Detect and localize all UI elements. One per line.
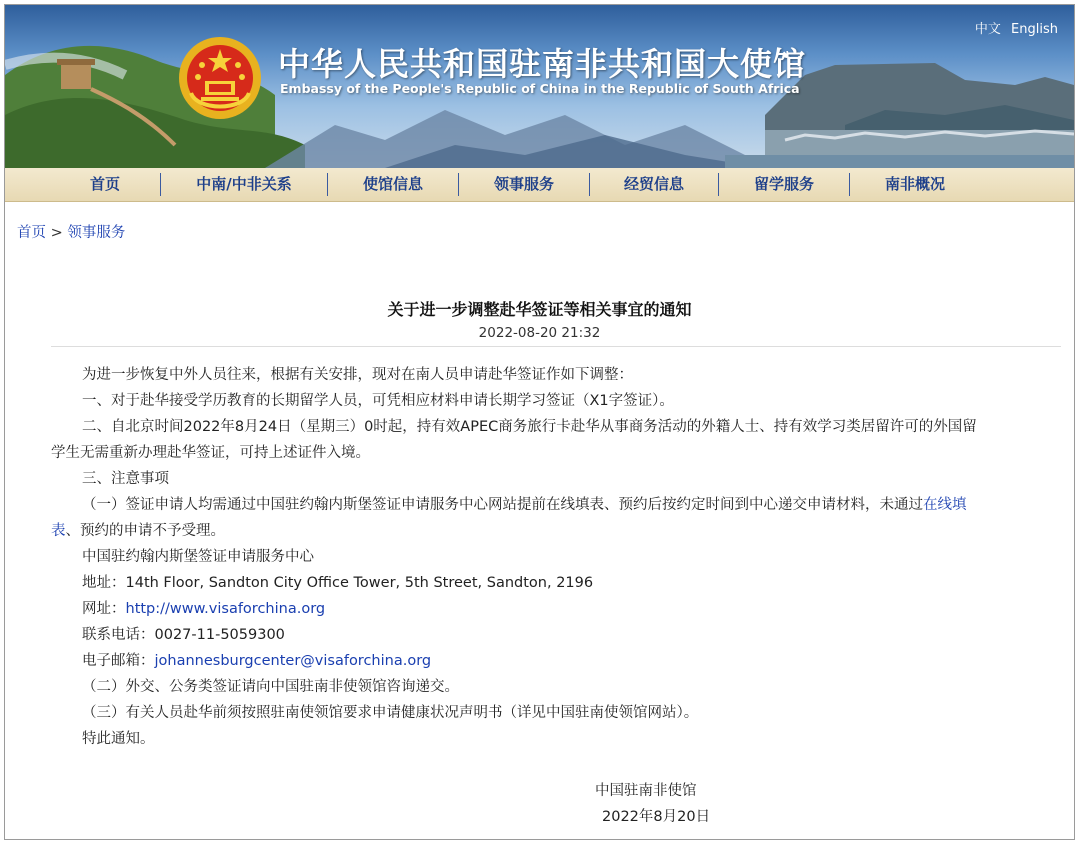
article-note-1-line-2 bbox=[51, 519, 225, 540]
article-item-3-heading: 三、注意事项 bbox=[82, 471, 169, 487]
article-item-2-line-1: 二、自北京时间2022年8月24日（星期三）0时起，持有效APEC商务旅行卡赴华从事商务活动的外籍人士、持有效学习类居留许可的外国留 bbox=[82, 419, 977, 435]
visa-center-phone bbox=[82, 623, 285, 644]
nav-item-china-africa-relations[interactable]: 中南/中非关系 bbox=[196, 175, 292, 193]
header-banner bbox=[5, 5, 1074, 168]
website-label: 网址： bbox=[82, 601, 126, 617]
page-frame bbox=[4, 4, 1075, 840]
nav-item-about-south-africa[interactable]: 南非概况 bbox=[884, 175, 945, 193]
nav-item-embassy-info[interactable]: 使馆信息 bbox=[362, 175, 423, 193]
lang-en-link[interactable]: English bbox=[1011, 22, 1058, 37]
article-note-1-line-1 bbox=[82, 493, 967, 514]
email-link[interactable]: johannesburgcenter@visaforchina.org bbox=[154, 653, 432, 669]
article-date: 2022-08-20 21:32 bbox=[478, 325, 601, 341]
article-note-2: （二）外交、公务类签证请向中国驻南非使领馆咨询递交。 bbox=[82, 679, 459, 695]
note-1-text: （一）签证申请人均需通过中国驻约翰内斯堡签证申请服务中心网站提前在线填表、预约后按约定时间到中心递交申请材料，未通过 bbox=[82, 497, 923, 513]
article-note-3: （三）有关人员赴华前须按照驻南使领馆要求申请健康状况声明书（详见中国驻南使领馆网站）。 bbox=[82, 705, 699, 721]
nav-item-study-abroad[interactable]: 留学服务 bbox=[753, 175, 814, 193]
address-label: 地址： bbox=[82, 575, 126, 591]
email-label: 电子邮箱： bbox=[82, 653, 155, 669]
nav-item-economic-trade[interactable]: 经贸信息 bbox=[623, 175, 684, 193]
visa-center-email bbox=[82, 649, 431, 670]
breadcrumb-home-link[interactable]: 首页 bbox=[17, 225, 46, 241]
article-closing: 特此通知。 bbox=[82, 731, 155, 747]
title-divider bbox=[51, 346, 1061, 347]
site-title-cn: 中华人民共和国驻南非共和国大使馆 bbox=[278, 45, 807, 83]
main-nav bbox=[5, 168, 1074, 202]
phone-label: 联系电话： bbox=[82, 627, 155, 643]
phone-value: 0027-11-5059300 bbox=[154, 627, 285, 643]
address-value: 14th Floor, Sandton City Office Tower, 5th Street, Sandton, 2196 bbox=[125, 575, 594, 591]
visa-center-address bbox=[82, 571, 593, 592]
article-sign-date: 2022年8月20日 bbox=[602, 809, 711, 825]
website-link[interactable]: http://www.visaforchina.org bbox=[125, 601, 326, 617]
lang-cn-link[interactable]: 中文 bbox=[974, 22, 1001, 37]
article-title: 关于进一步调整赴华签证等相关事宜的通知 bbox=[387, 300, 692, 319]
online-form-link-continued[interactable]: 表 bbox=[51, 523, 66, 539]
visa-center-name: 中国驻约翰内斯堡签证申请服务中心 bbox=[82, 549, 314, 565]
note-1-text-rest: 、预约的申请不予受理。 bbox=[65, 523, 225, 539]
online-form-link[interactable]: 在线填 bbox=[923, 497, 967, 513]
article-signature: 中国驻南非使馆 bbox=[595, 783, 697, 799]
nav-item-home[interactable]: 首页 bbox=[89, 175, 120, 193]
article-item-1: 一、对于赴华接受学历教育的长期留学人员，可凭相应材料申请长期学习签证（X1字签证）。 bbox=[82, 393, 674, 409]
site-title-en: Embassy of the People's Republic of China in the Republic of South Africa bbox=[280, 81, 800, 96]
visa-center-website bbox=[82, 597, 325, 618]
article-item-2-line-2: 学生无需重新办理赴华签证，可持上述证件入境。 bbox=[51, 445, 370, 461]
breadcrumb-current-link[interactable]: 领事服务 bbox=[67, 225, 126, 241]
article-intro: 为进一步恢复中外人员往来，根据有关安排，现对在南人员申请赴华签证作如下调整： bbox=[82, 367, 633, 383]
breadcrumb-separator: > bbox=[50, 225, 63, 241]
breadcrumb bbox=[17, 221, 125, 242]
national-emblem-icon bbox=[177, 35, 263, 121]
language-switcher bbox=[969, 18, 1058, 37]
nav-item-consular-services[interactable]: 领事服务 bbox=[493, 175, 554, 193]
